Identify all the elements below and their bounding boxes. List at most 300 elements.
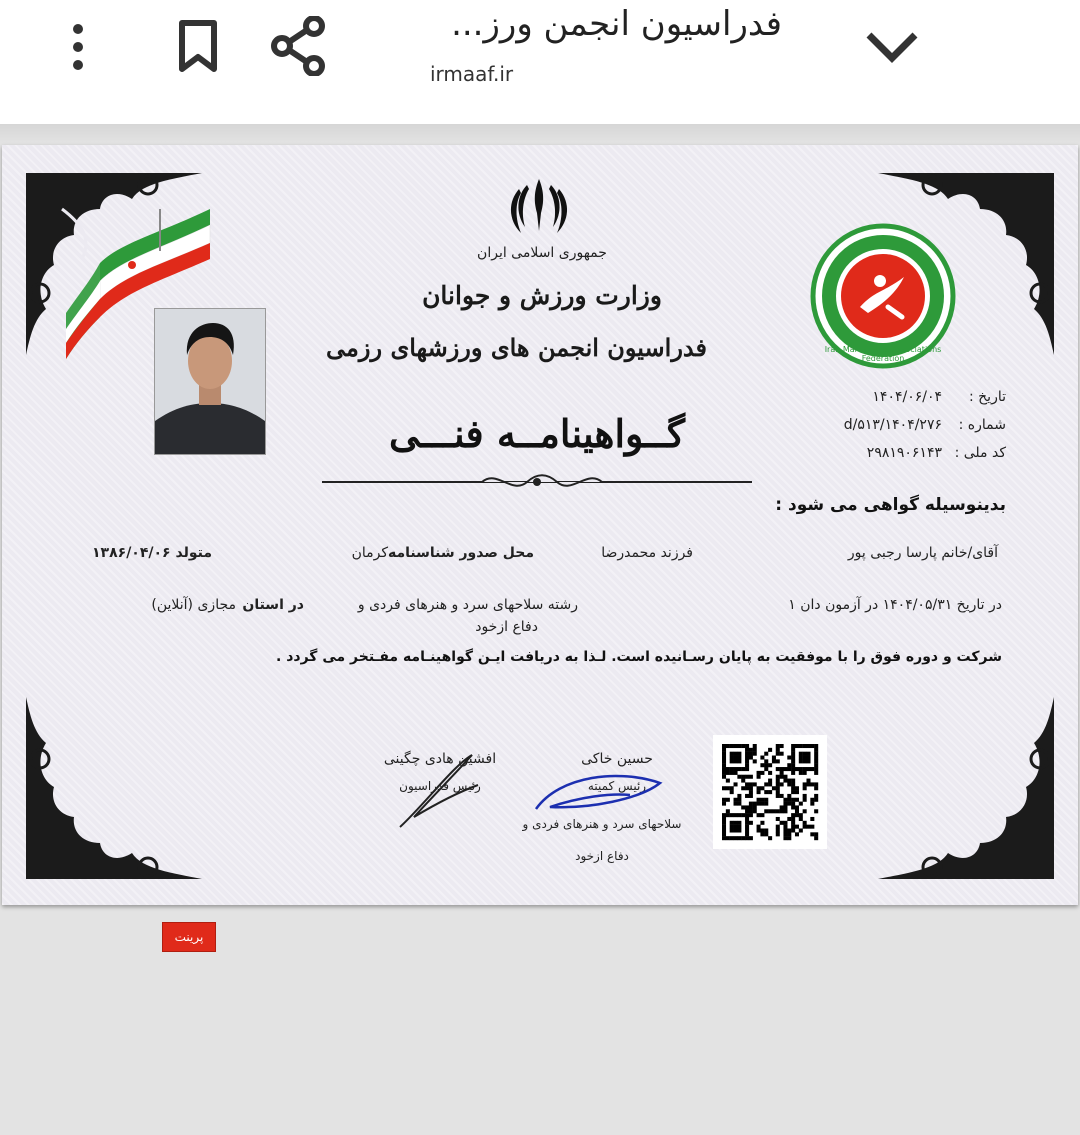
qr-module bbox=[783, 779, 787, 783]
qr-module bbox=[764, 759, 768, 763]
qr-module bbox=[753, 744, 757, 748]
qr-module bbox=[776, 782, 780, 786]
qr-module bbox=[749, 748, 753, 752]
qr-module bbox=[791, 828, 795, 832]
qr-module bbox=[776, 752, 780, 756]
qr-module bbox=[791, 771, 795, 775]
exam-info: در تاریخ ۱۴۰۴/۰۵/۳۱ در آزمون دان ۱ bbox=[788, 597, 1002, 613]
qr-module bbox=[737, 794, 741, 798]
qr-module bbox=[764, 767, 768, 771]
corner-ornament-bottom-left bbox=[22, 693, 212, 883]
field-info-1: رشته سلاحهای سرد و هنرهای فردی و bbox=[357, 597, 578, 613]
qr-module bbox=[791, 767, 795, 771]
qr-module bbox=[745, 752, 749, 756]
qr-module bbox=[730, 767, 734, 771]
qr-module bbox=[730, 756, 734, 760]
qr-module bbox=[749, 794, 753, 798]
qr-module bbox=[722, 771, 726, 775]
page-url: irmaaf.ir bbox=[430, 62, 514, 86]
qr-module bbox=[795, 813, 799, 817]
qr-module bbox=[795, 805, 799, 809]
qr-module bbox=[760, 763, 764, 767]
qr-module bbox=[791, 790, 795, 794]
qr-module bbox=[741, 836, 745, 840]
qr-module bbox=[734, 759, 738, 763]
province-label: در استان bbox=[242, 597, 304, 613]
qr-module bbox=[783, 802, 787, 806]
qr-module bbox=[730, 786, 734, 790]
qr-module bbox=[745, 748, 749, 752]
qr-module bbox=[814, 744, 818, 748]
qr-module bbox=[787, 779, 791, 783]
qr-module bbox=[734, 821, 738, 825]
qr-module bbox=[795, 798, 799, 802]
qr-module bbox=[760, 756, 764, 760]
signer-right-sub-2: دفاع ازخود bbox=[575, 849, 629, 863]
qr-module bbox=[749, 786, 753, 790]
qr-module bbox=[737, 756, 741, 760]
qr-module bbox=[726, 809, 730, 813]
qr-module bbox=[787, 832, 791, 836]
qr-module bbox=[730, 752, 734, 756]
qr-module bbox=[749, 782, 753, 786]
qr-module bbox=[726, 779, 730, 783]
number-value: ۱۴۰۴/۲۷۶/d/۵۱۳ bbox=[843, 417, 942, 433]
qr-module bbox=[722, 759, 726, 763]
qr-module bbox=[803, 756, 807, 760]
qr-module bbox=[745, 817, 749, 821]
recipient-name: آقای/خانم پارسا رجبی پور bbox=[847, 545, 998, 561]
qr-module bbox=[810, 817, 814, 821]
qr-module bbox=[791, 813, 795, 817]
qr-module bbox=[803, 771, 807, 775]
divider-ornament bbox=[322, 471, 752, 493]
qr-module bbox=[799, 817, 803, 821]
qr-module bbox=[764, 832, 768, 836]
qr-module bbox=[776, 825, 780, 829]
qr-module bbox=[803, 767, 807, 771]
qr-module bbox=[810, 798, 814, 802]
national-code-value: ۲۹۸۱۹۰۶۱۴۳ bbox=[866, 445, 942, 461]
qr-module bbox=[791, 759, 795, 763]
qr-module bbox=[810, 832, 814, 836]
qr-module bbox=[795, 832, 799, 836]
qr-module bbox=[780, 771, 784, 775]
qr-module bbox=[806, 782, 810, 786]
qr-code bbox=[713, 735, 827, 849]
qr-module bbox=[803, 786, 807, 790]
qr-module bbox=[764, 790, 768, 794]
qr-module bbox=[764, 798, 768, 802]
signer-right-sub-1: سلاحهای سرد و هنرهای فردی و bbox=[522, 817, 682, 831]
qr-module bbox=[806, 779, 810, 783]
qr-module bbox=[737, 802, 741, 806]
qr-module bbox=[760, 802, 764, 806]
qr-module bbox=[749, 805, 753, 809]
signature-left bbox=[394, 745, 484, 835]
qr-module bbox=[776, 790, 780, 794]
qr-module bbox=[791, 748, 795, 752]
qr-module bbox=[734, 825, 738, 829]
qr-module bbox=[787, 828, 791, 832]
qr-module bbox=[799, 802, 803, 806]
qr-module bbox=[783, 828, 787, 832]
qr-module bbox=[768, 790, 772, 794]
certificate bbox=[2, 145, 1078, 905]
qr-module bbox=[780, 767, 784, 771]
qr-module bbox=[799, 756, 803, 760]
qr-module bbox=[787, 767, 791, 771]
qr-module bbox=[734, 756, 738, 760]
qr-module bbox=[745, 775, 749, 779]
qr-module bbox=[764, 763, 768, 767]
qr-module bbox=[799, 813, 803, 817]
qr-module bbox=[741, 813, 745, 817]
qr-module bbox=[734, 798, 738, 802]
qr-module bbox=[783, 832, 787, 836]
qr-module bbox=[764, 828, 768, 832]
qr-module bbox=[757, 775, 761, 779]
qr-module bbox=[722, 752, 726, 756]
qr-module bbox=[734, 744, 738, 748]
print-button[interactable]: پرینت bbox=[162, 922, 216, 952]
qr-module bbox=[810, 802, 814, 806]
qr-module bbox=[722, 748, 726, 752]
qr-module bbox=[768, 748, 772, 752]
field-info-2: دفاع ازخود bbox=[475, 619, 538, 635]
qr-module bbox=[787, 798, 791, 802]
qr-module bbox=[737, 813, 741, 817]
qr-module bbox=[783, 798, 787, 802]
qr-module bbox=[780, 744, 784, 748]
qr-module bbox=[745, 756, 749, 760]
qr-module bbox=[768, 809, 772, 813]
qr-module bbox=[722, 744, 726, 748]
qr-module bbox=[814, 756, 818, 760]
qr-module bbox=[722, 817, 726, 821]
qr-module bbox=[741, 805, 745, 809]
qr-module bbox=[814, 832, 818, 836]
qr-module bbox=[745, 821, 749, 825]
province-value: مجازی (آنلاین) bbox=[151, 597, 236, 613]
qr-module bbox=[745, 836, 749, 840]
qr-module bbox=[764, 782, 768, 786]
qr-module bbox=[776, 832, 780, 836]
signer-left-role: رئیس فدراسیون bbox=[399, 779, 481, 793]
qr-module bbox=[810, 782, 814, 786]
qr-module bbox=[737, 798, 741, 802]
qr-module bbox=[745, 767, 749, 771]
qr-module bbox=[806, 825, 810, 829]
qr-module bbox=[745, 825, 749, 829]
qr-module bbox=[791, 786, 795, 790]
qr-module bbox=[722, 763, 726, 767]
national-code-label: کد ملی : bbox=[954, 445, 1006, 461]
qr-module bbox=[810, 767, 814, 771]
qr-module bbox=[730, 744, 734, 748]
qr-module bbox=[760, 821, 764, 825]
qr-module bbox=[780, 752, 784, 756]
page-title: فدراسیون انجمن ورز... bbox=[451, 4, 782, 44]
qr-module bbox=[745, 832, 749, 836]
qr-module bbox=[737, 775, 741, 779]
birth-date: متولد ۱۳۸۶/۰۴/۰۶ bbox=[92, 545, 212, 561]
qr-module bbox=[745, 794, 749, 798]
signer-right-name: حسین خاکی bbox=[581, 751, 653, 767]
certificate-title: گــواهینامــه فنـــی bbox=[388, 411, 686, 456]
qr-module bbox=[722, 767, 726, 771]
qr-module bbox=[814, 752, 818, 756]
qr-module bbox=[776, 744, 780, 748]
qr-module bbox=[803, 809, 807, 813]
qr-module bbox=[745, 813, 749, 817]
qr-module bbox=[791, 805, 795, 809]
qr-module bbox=[764, 802, 768, 806]
qr-module bbox=[734, 782, 738, 786]
qr-module bbox=[776, 786, 780, 790]
intro-text: بدینوسیله گواهی می شود : bbox=[775, 495, 1006, 515]
qr-module bbox=[760, 786, 764, 790]
qr-module bbox=[760, 832, 764, 836]
qr-module bbox=[803, 825, 807, 829]
qr-module bbox=[803, 752, 807, 756]
profile-photo bbox=[154, 308, 266, 455]
qr-module bbox=[772, 786, 776, 790]
toolbar-shadow bbox=[0, 124, 1080, 144]
qr-module bbox=[722, 802, 726, 806]
qr-module bbox=[726, 767, 730, 771]
federation-label: فدراسیون انجمن های ورزشهای رزمی bbox=[326, 333, 707, 362]
qr-module bbox=[749, 802, 753, 806]
qr-module bbox=[799, 752, 803, 756]
qr-module bbox=[776, 775, 780, 779]
qr-module bbox=[734, 771, 738, 775]
qr-module bbox=[783, 821, 787, 825]
qr-module bbox=[783, 775, 787, 779]
qr-module bbox=[760, 798, 764, 802]
qr-module bbox=[722, 821, 726, 825]
qr-module bbox=[737, 836, 741, 840]
qr-module bbox=[772, 759, 776, 763]
qr-module bbox=[722, 832, 726, 836]
qr-module bbox=[737, 767, 741, 771]
qr-module bbox=[783, 767, 787, 771]
qr-module bbox=[795, 786, 799, 790]
place-value: کرمان bbox=[351, 545, 388, 561]
qr-module bbox=[737, 825, 741, 829]
signer-left-name: افشین هادی چگینی bbox=[383, 751, 497, 767]
qr-module bbox=[726, 836, 730, 840]
bookmark-icon[interactable] bbox=[170, 18, 226, 74]
qr-module bbox=[776, 748, 780, 752]
qr-module bbox=[757, 813, 761, 817]
qr-module bbox=[749, 809, 753, 813]
qr-module bbox=[810, 825, 814, 829]
qr-module bbox=[757, 771, 761, 775]
qr-module bbox=[741, 744, 745, 748]
qr-module bbox=[787, 836, 791, 840]
qr-module bbox=[803, 798, 807, 802]
qr-module bbox=[783, 805, 787, 809]
qr-module bbox=[745, 786, 749, 790]
qr-module bbox=[791, 779, 795, 783]
qr-module bbox=[745, 763, 749, 767]
republic-label: جمهوری اسلامی ایران bbox=[477, 245, 607, 261]
father-name: فرزند محمدرضا bbox=[601, 545, 693, 561]
qr-module bbox=[799, 767, 803, 771]
chevron-down-icon[interactable] bbox=[862, 24, 922, 68]
qr-module bbox=[753, 809, 757, 813]
qr-module bbox=[776, 817, 780, 821]
qr-module bbox=[741, 786, 745, 790]
qr-module bbox=[814, 786, 818, 790]
qr-module bbox=[783, 825, 787, 829]
signature-right bbox=[530, 769, 670, 819]
federation-logo-text: Iran Martial Arts Associations Federation bbox=[824, 345, 942, 363]
qr-module bbox=[814, 794, 818, 798]
qr-module bbox=[803, 744, 807, 748]
qr-module bbox=[803, 794, 807, 798]
date-value: ۱۴۰۴/۰۶/۰۴ bbox=[872, 389, 942, 405]
qr-module bbox=[757, 825, 761, 829]
qr-module bbox=[768, 836, 772, 840]
qr-module bbox=[814, 748, 818, 752]
more-vert-icon[interactable] bbox=[60, 22, 96, 72]
qr-module bbox=[791, 756, 795, 760]
qr-module bbox=[737, 752, 741, 756]
qr-module bbox=[730, 759, 734, 763]
qr-module bbox=[734, 813, 738, 817]
qr-module bbox=[749, 813, 753, 817]
qr-module bbox=[780, 809, 784, 813]
qr-module bbox=[814, 836, 818, 840]
qr-module bbox=[776, 767, 780, 771]
qr-module bbox=[780, 805, 784, 809]
place-label: محل صدور شناسنامه bbox=[387, 545, 534, 561]
qr-module bbox=[795, 809, 799, 813]
qr-module bbox=[745, 759, 749, 763]
qr-module bbox=[768, 763, 772, 767]
qr-module bbox=[799, 771, 803, 775]
qr-module bbox=[780, 794, 784, 798]
qr-module bbox=[768, 782, 772, 786]
qr-module bbox=[814, 763, 818, 767]
qr-module bbox=[749, 836, 753, 840]
number-label: شماره : bbox=[958, 417, 1006, 433]
qr-module bbox=[741, 779, 745, 783]
qr-module bbox=[791, 817, 795, 821]
qr-module bbox=[791, 802, 795, 806]
iran-emblem-icon bbox=[507, 175, 571, 239]
qr-module bbox=[791, 744, 795, 748]
qr-module bbox=[741, 775, 745, 779]
qr-module bbox=[772, 809, 776, 813]
qr-module bbox=[787, 817, 791, 821]
qr-module bbox=[730, 828, 734, 832]
qr-module bbox=[749, 775, 753, 779]
qr-module bbox=[722, 786, 726, 790]
qr-module bbox=[780, 821, 784, 825]
qr-module bbox=[749, 752, 753, 756]
qr-module bbox=[753, 748, 757, 752]
qr-module bbox=[737, 828, 741, 832]
qr-module bbox=[791, 782, 795, 786]
qr-module bbox=[737, 821, 741, 825]
qr-module bbox=[734, 828, 738, 832]
qr-module bbox=[772, 756, 776, 760]
qr-module bbox=[730, 825, 734, 829]
qr-module bbox=[753, 759, 757, 763]
qr-module bbox=[791, 752, 795, 756]
qr-module bbox=[757, 798, 761, 802]
qr-module bbox=[749, 821, 753, 825]
qr-module bbox=[783, 809, 787, 813]
qr-module bbox=[745, 782, 749, 786]
qr-module bbox=[734, 767, 738, 771]
qr-module bbox=[734, 752, 738, 756]
qr-module bbox=[768, 771, 772, 775]
qr-module bbox=[795, 825, 799, 829]
qr-module bbox=[814, 782, 818, 786]
qr-module bbox=[776, 794, 780, 798]
qr-module bbox=[737, 759, 741, 763]
corner-ornament-bottom-right bbox=[868, 693, 1058, 883]
qr-module bbox=[806, 767, 810, 771]
qr-module bbox=[780, 775, 784, 779]
qr-module bbox=[795, 767, 799, 771]
qr-module bbox=[753, 752, 757, 756]
qr-module bbox=[783, 836, 787, 840]
qr-module bbox=[757, 786, 761, 790]
qr-module bbox=[787, 756, 791, 760]
qr-module bbox=[803, 782, 807, 786]
completion-text: شرکت و دوره فوق را با موفقیت به پایان رسـانیده است. لـذا به دریافت ایـن گواهینـامه مفـتخر می گردد . bbox=[276, 649, 1002, 665]
qr-module bbox=[780, 782, 784, 786]
ministry-label: وزارت ورزش و جوانان bbox=[422, 281, 662, 310]
qr-module bbox=[791, 821, 795, 825]
qr-module bbox=[791, 798, 795, 802]
qr-module bbox=[787, 794, 791, 798]
qr-module bbox=[768, 779, 772, 783]
qr-module bbox=[814, 767, 818, 771]
qr-module bbox=[730, 771, 734, 775]
qr-module bbox=[799, 744, 803, 748]
qr-module bbox=[749, 790, 753, 794]
qr-module bbox=[722, 798, 726, 802]
qr-module bbox=[814, 809, 818, 813]
signer-right-role: رئیس کمیته bbox=[587, 779, 647, 793]
qr-module bbox=[795, 790, 799, 794]
qr-module bbox=[726, 744, 730, 748]
qr-module bbox=[814, 798, 818, 802]
share-icon[interactable] bbox=[268, 16, 328, 76]
qr-module bbox=[776, 759, 780, 763]
qr-module bbox=[764, 752, 768, 756]
qr-module bbox=[757, 790, 761, 794]
qr-module bbox=[814, 771, 818, 775]
qr-module bbox=[776, 779, 780, 783]
qr-module bbox=[730, 821, 734, 825]
qr-module bbox=[810, 744, 814, 748]
qr-module bbox=[722, 828, 726, 832]
qr-module bbox=[760, 828, 764, 832]
qr-module bbox=[787, 763, 791, 767]
qr-module bbox=[741, 767, 745, 771]
qr-module bbox=[799, 828, 803, 832]
qr-module bbox=[745, 828, 749, 832]
qr-module bbox=[814, 759, 818, 763]
qr-module bbox=[726, 786, 730, 790]
